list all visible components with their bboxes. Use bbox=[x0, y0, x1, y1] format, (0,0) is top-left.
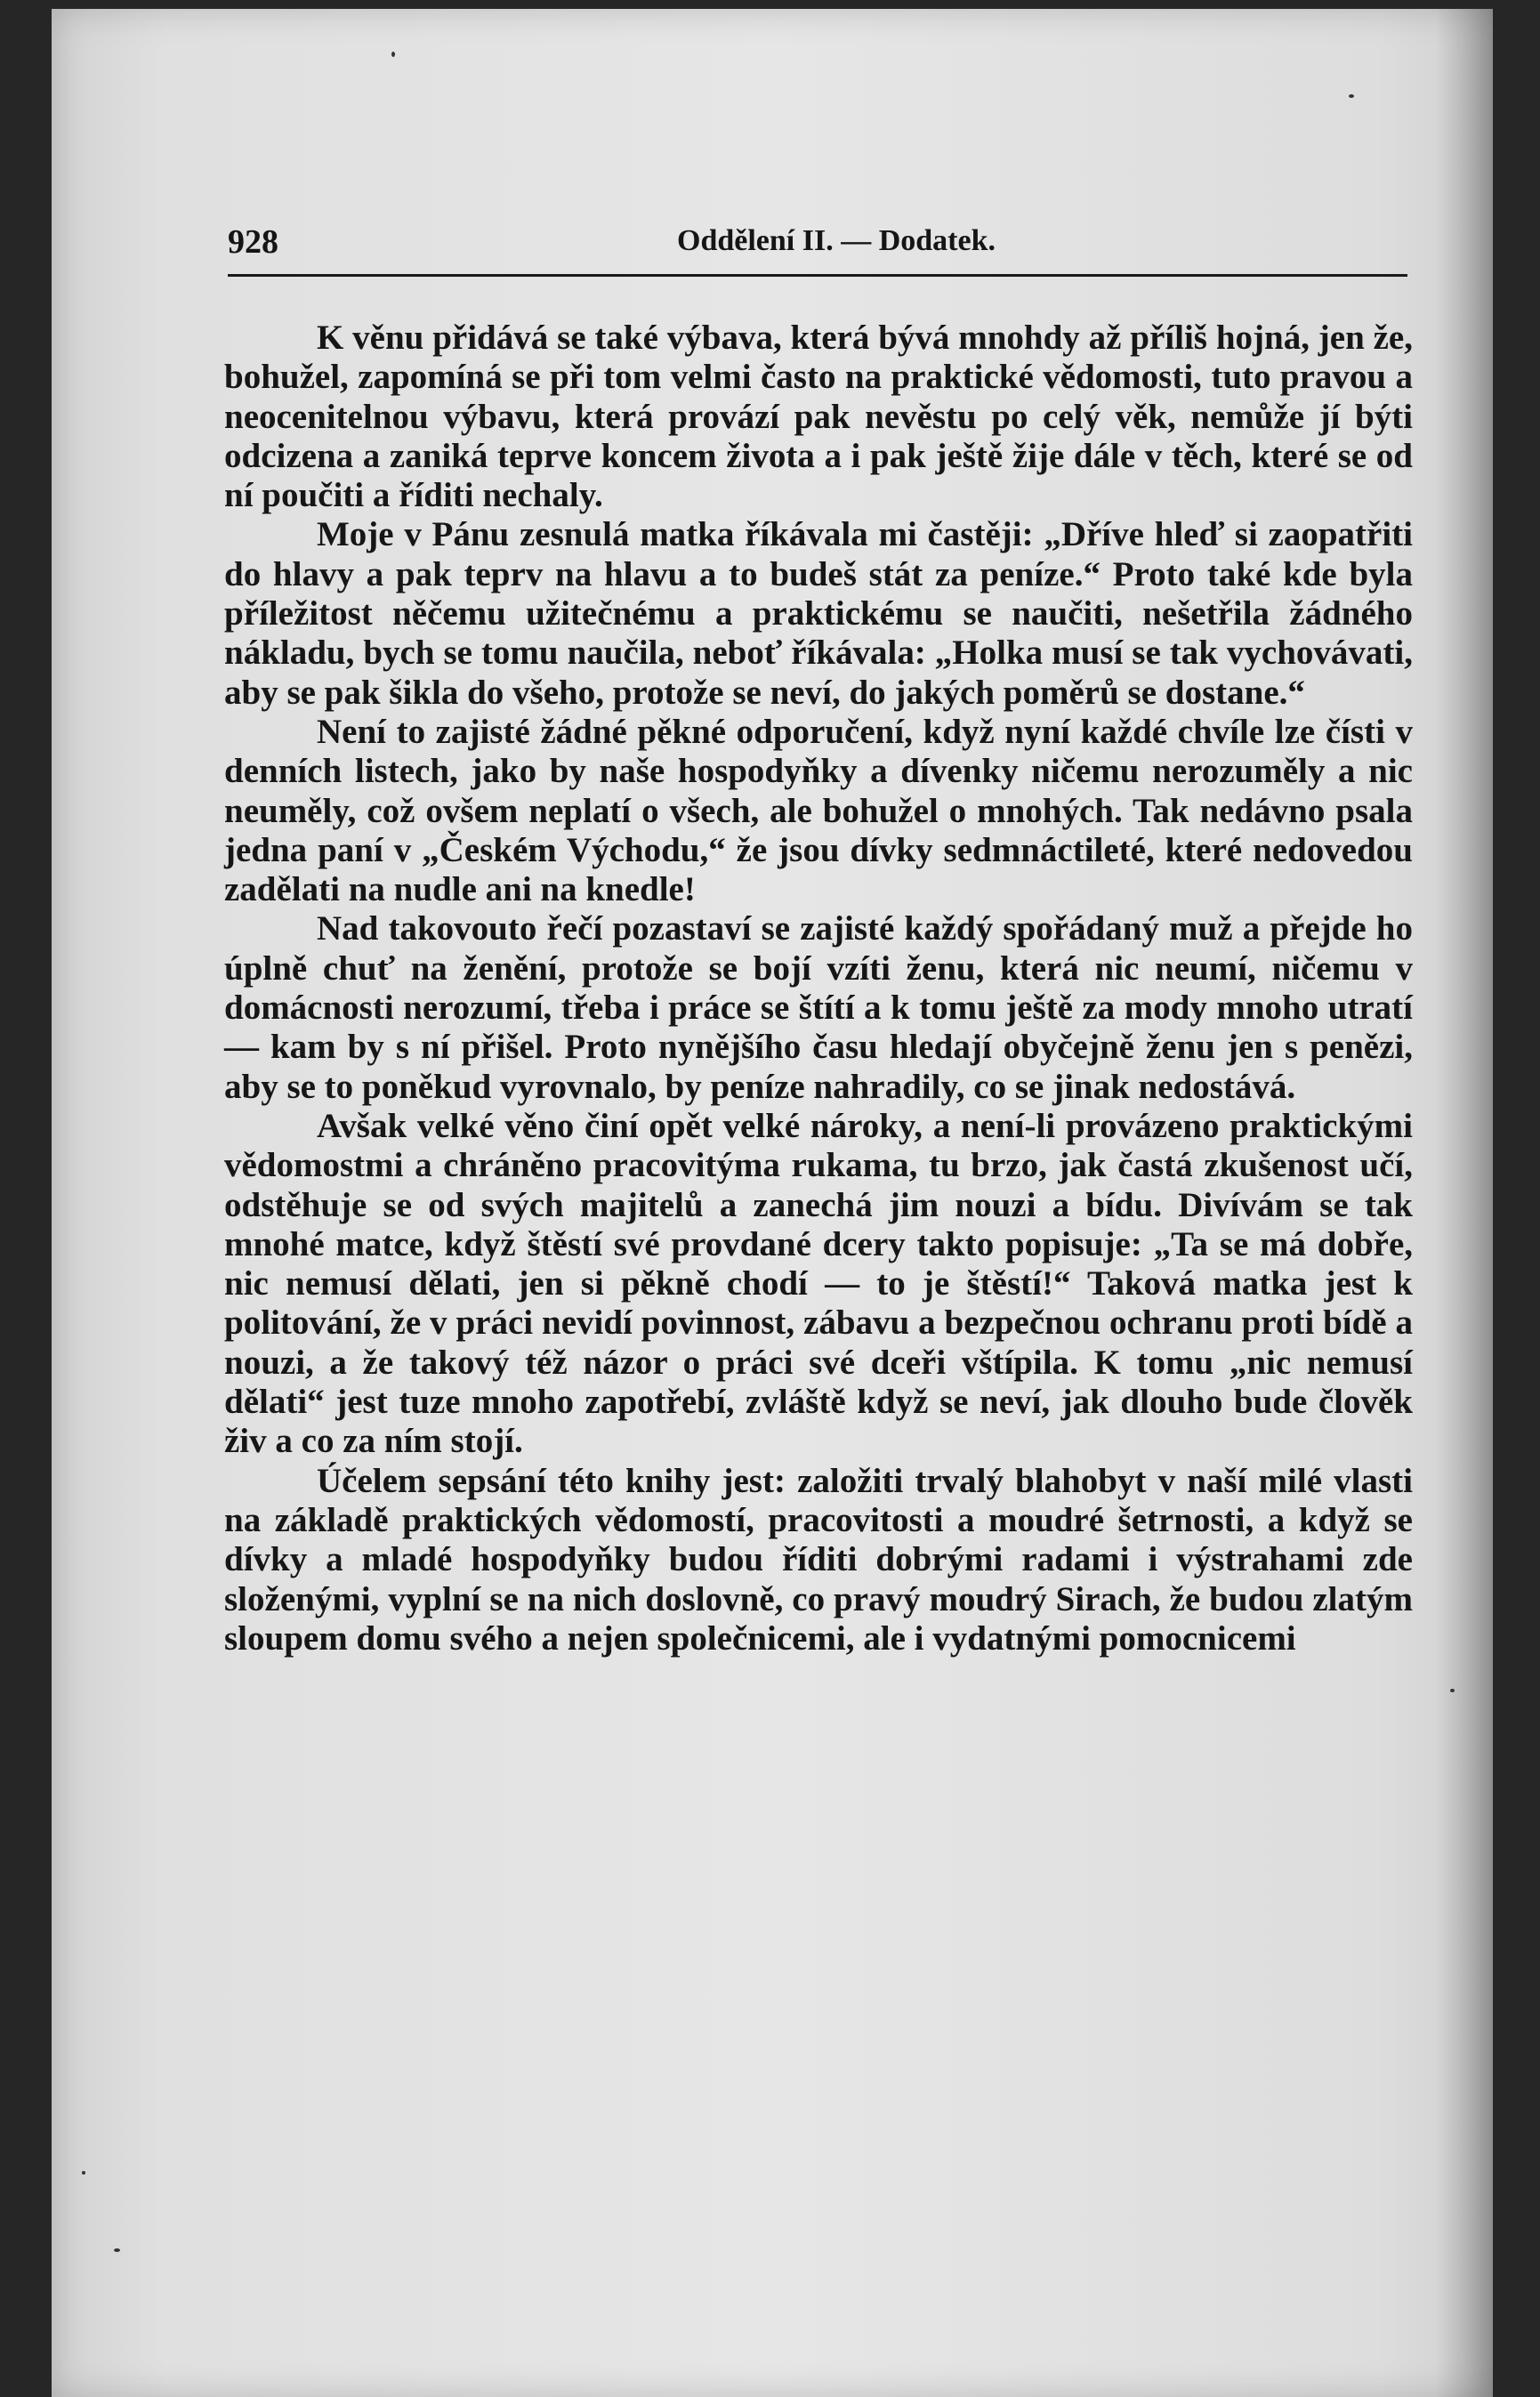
page-number: 928 bbox=[228, 223, 278, 261]
page-header bbox=[228, 219, 1407, 276]
page-edge-shadow bbox=[1436, 9, 1493, 2397]
paragraph: Účelem sepsání této knihy jest: založiti trvalý blahobyt v naší milé vlasti na základě praktických vědomostí, pracovitosti a moudré šetrnosti, a když se dívky a mladé hospodyňky budou říditi dobrými radami i výstrahami zde složenými, vyplní se na nich doslovně, co pravý moudrý Sirach, že budou zlatým sloupem domu svého a nejen společnicemi, ale i vydatnými pomocnicemi bbox=[224, 1461, 1413, 1658]
print-speck bbox=[1349, 94, 1354, 98]
print-speck bbox=[114, 2248, 120, 2252]
body-text bbox=[224, 319, 1413, 1659]
header-rule bbox=[228, 274, 1407, 277]
print-speck bbox=[1450, 1689, 1455, 1692]
paragraph: Moje v Pánu zesnulá matka říkávala mi častěji: „Dříve hleď si zaopatřiti do hlavy a pak teprv na hlavu a to budeš stát za peníze.“ Proto také kde byla příležitost něčemu užitečnému a praktickému se naučiti, nešetřila žádného nákladu, bych se tomu naučila, neboť říkávala: „Holka musí se tak vychovávati, aby se pak šikla do všeho, protože se neví, do jakých poměrů se dostane.“ bbox=[224, 515, 1413, 712]
print-speck bbox=[391, 52, 395, 57]
paragraph: Není to zajisté žádné pěkné odporučení, když nyní každé chvíle lze čísti v denních listech, jako by naše hospodyňky a dívenky ničemu nerozuměly a nic neuměly, což ovšem neplatí o všech, ale bohužel o mnohých. Tak nedávno psala jedna paní v „Českém Východu,“ že jsou dívky sedmnáctileté, které nedovedou zadělati na nudle ani na knedle! bbox=[224, 712, 1413, 909]
paragraph: Nad takovouto řečí pozastaví se zajisté každý spořádaný muž a přejde ho úplně chuť na ženění, protože se bojí vzíti ženu, která nic neumí, ničemu v domácnosti nerozumí, třeba i práce se štítí a k tomu ještě za mody mnoho utratí — kam by s ní přišel. Proto nynějšího času hledají obyčejně ženu jen s penězi, aby se to poněkud vyrovnalo, by peníze nahradily, co se jinak nedostává. bbox=[224, 909, 1413, 1106]
running-head: Oddělení II. — Dodatek. bbox=[677, 224, 996, 257]
paragraph: Avšak velké věno činí opět velké nároky, a není-li provázeno praktickými vědomostmi a chráněno pracovitýma rukama, tu brzo, jak častá zkušenost učí, odstěhuje se od svých majitelů a zanechá jim nouzi a bídu. Divívám se tak mnohé matce, když štěstí své provdané dcery takto popisuje: „Ta se má dobře, nic nemusí dělati, jen si pěkně chodí — to je štěstí!“ Taková matka jest k politování, že v práci nevidí povinnost, zábavu a bezpečnou ochranu proti bídě a nouzi, a že takový též názor o práci své dceři vštípila. K tomu „nic nemusí dělati“ jest tuze mnoho zapotřebí, zvláště když se neví, jak dlouho bude člověk živ a co za ním stojí. bbox=[224, 1106, 1413, 1461]
paragraph: K věnu přidává se také výbava, která bývá mnohdy až příliš hojná, jen že, bohužel, zapomíná se při tom velmi často na praktické vědomosti, tuto pravou a neocenitelnou výbavu, která provází pak nevěstu po celý věk, nemůže jí býti odcizena a zaniká teprve koncem života a i pak ještě žije dále v těch, které se od ní poučiti a říditi nechaly. bbox=[224, 319, 1413, 515]
print-speck bbox=[82, 2171, 85, 2175]
